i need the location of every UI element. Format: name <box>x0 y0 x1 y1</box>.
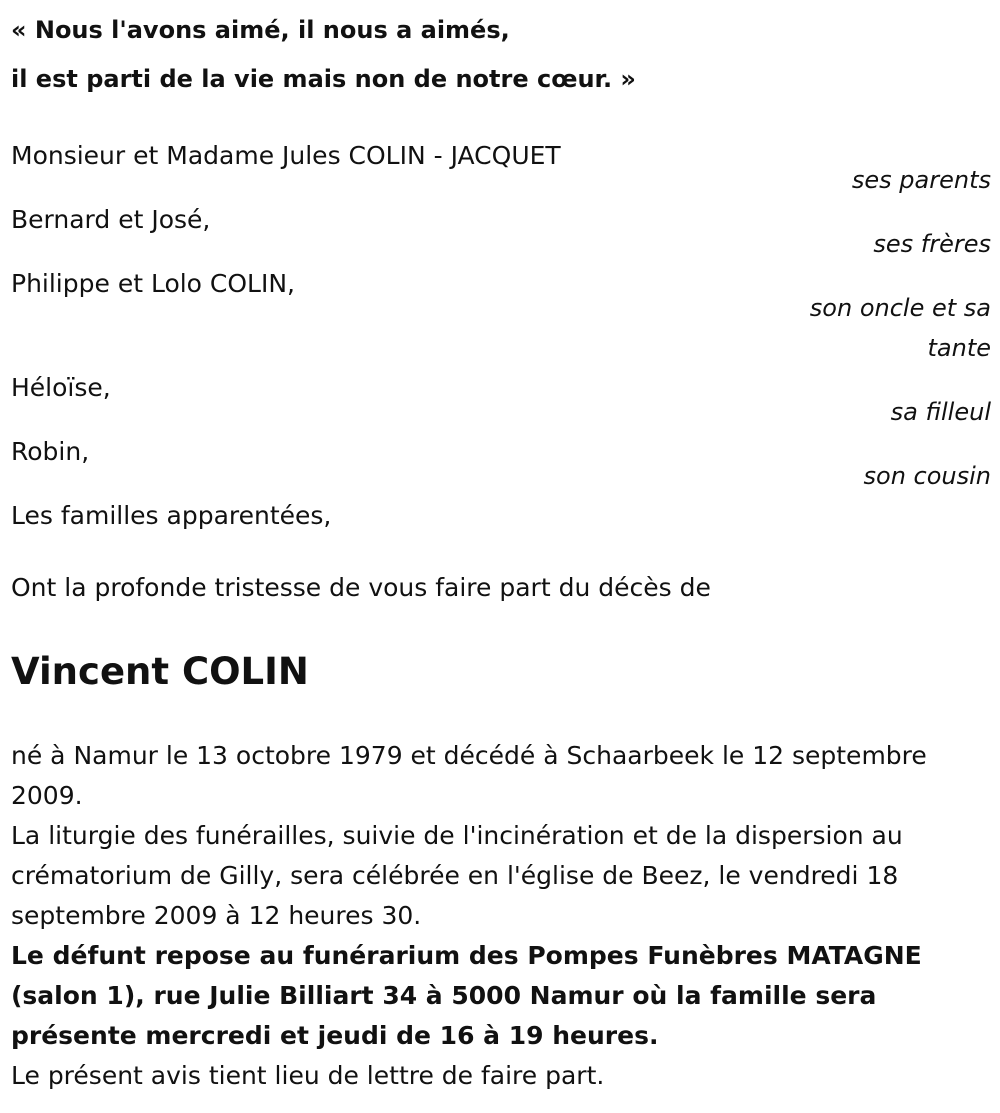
visitation-text: Le défunt repose au funérarium des Pompes Funèbres MATAGNE (salon 1), rue Julie Billiart 34 à 5000 Namur où la famille sera présente mercredi et jeudi de 16 à 19 heures. <box>11 941 922 1050</box>
family-relation: sa filleul <box>890 398 991 426</box>
family-entry-cousin <box>11 432 991 496</box>
family-entry-brothers <box>11 200 991 264</box>
quote-line-2: il est parti de la vie mais non de notre cœur. » <box>11 65 636 93</box>
funeral-details <box>11 736 986 1096</box>
family-relation: son cousin <box>863 462 991 490</box>
notice-text: Le présent avis tient lieu de lettre de faire part. <box>11 1061 605 1090</box>
family-list <box>11 136 991 536</box>
family-relation: son oncle et sa tante <box>809 294 991 362</box>
family-entry-uncle-aunt <box>11 264 991 368</box>
family-entry-relatives <box>11 496 991 536</box>
family-name: Bernard et José, <box>11 205 211 234</box>
family-entry-goddaughter <box>11 368 991 432</box>
family-relation: ses parents <box>851 166 991 194</box>
family-relation: ses frères <box>873 230 991 258</box>
family-name: Philippe et Lolo COLIN, <box>11 269 296 298</box>
liturgy-text: La liturgie des funérailles, suivie de l'incinération et de la dispersion au crématorium de Gilly, sera célébrée en l'église de Beez, le vendredi 18 septembre 2009 à 12 heures 30. <box>11 821 903 930</box>
family-name: Robin, <box>11 437 90 466</box>
family-name: Héloïse, <box>11 373 111 402</box>
deceased-name: Vincent COLIN <box>11 650 309 693</box>
quote-line-1: « Nous l'avons aimé, il nous a aimés, <box>11 16 510 44</box>
family-name: Les familles apparentées, <box>11 501 332 530</box>
family-entry-parents <box>11 136 991 200</box>
family-name: Monsieur et Madame Jules COLIN - JACQUET <box>11 141 561 170</box>
memorial-quote <box>11 6 971 104</box>
birth-death-text: né à Namur le 13 octobre 1979 et décédé à Schaarbeek le 12 septembre 2009. <box>11 741 927 810</box>
announcement-intro: Ont la profonde tristesse de vous faire part du décès de <box>11 573 711 602</box>
